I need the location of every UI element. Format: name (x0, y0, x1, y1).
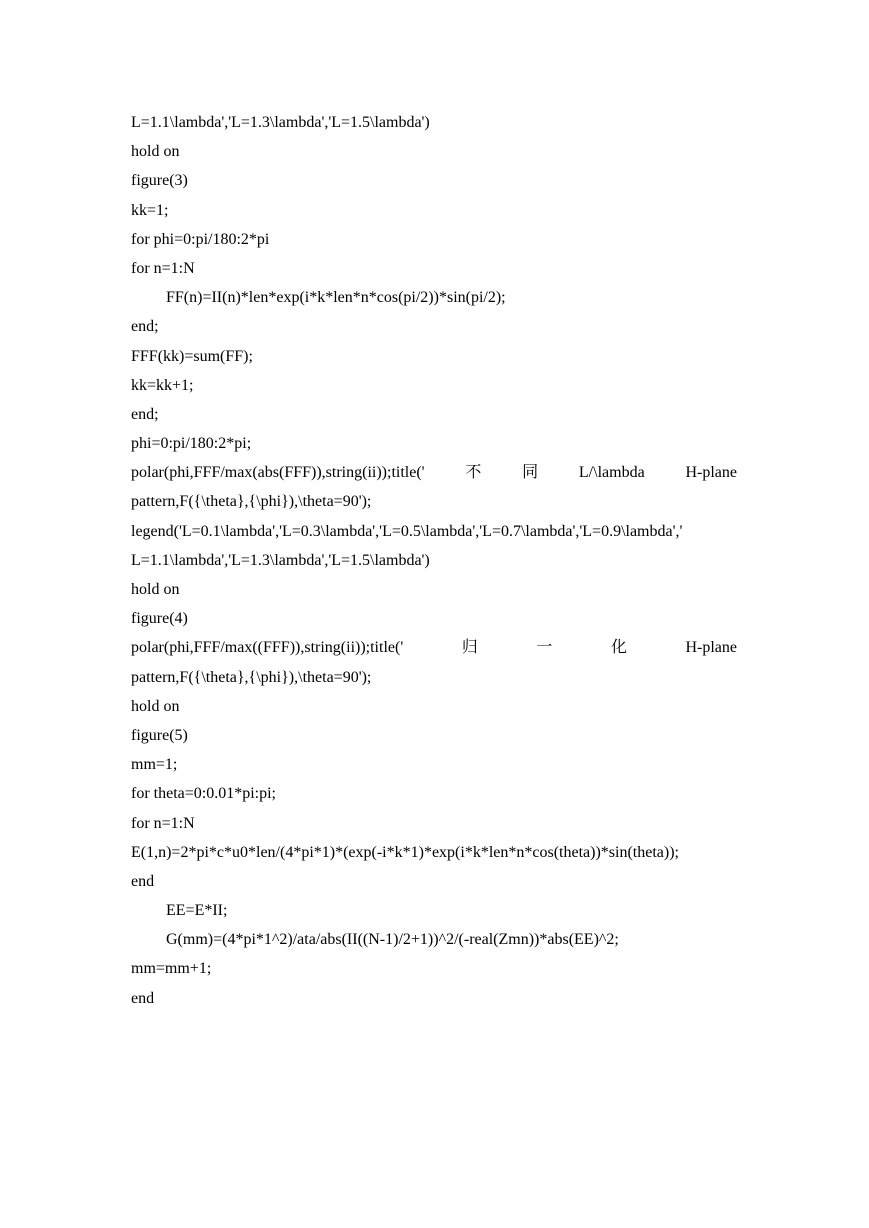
code-line: L=1.1\lambda','L=1.3\lambda','L=1.5\lambda') (131, 551, 430, 569)
code-line: FFF(kk)=sum(FF); (131, 347, 253, 365)
code-line: legend('L=0.1\lambda','L=0.3\lambda','L=0.5\lambda','L=0.7\lambda','L=0.9\lambda',' (131, 522, 683, 540)
code-line: phi=0:pi/180:2*pi; (131, 435, 252, 453)
code-line: end (131, 872, 155, 890)
code-line: FF(n)=II(n)*len*exp(i*k*len*n*cos(pi/2))*sin(pi/2); (166, 289, 506, 307)
code-line: G(mm)=(4*pi*1^2)/ata/abs(II((N-1)/2+1))^2/(-real(Zmn))*abs(EE)^2; (166, 931, 619, 949)
code-line: kk=kk+1; (131, 376, 194, 394)
code-line: pattern,F({\theta},{\phi}),\theta=90'); (131, 493, 372, 511)
code-block (131, 108, 737, 1013)
code-line: for phi=0:pi/180:2*pi (131, 230, 270, 248)
code-line: mm=mm+1; (131, 960, 212, 978)
code-line: E(1,n)=2*pi*c*u0*len/(4*pi*1)*(exp(-i*k*1)*exp(i*k*len*n*cos(theta))*sin(theta)); (131, 843, 679, 861)
code-line: for theta=0:0.01*pi:pi; (131, 785, 276, 803)
code-line: for n=1:N (131, 814, 195, 832)
code-line: end; (131, 405, 159, 423)
code-line: figure(5) (131, 726, 188, 744)
code-fragment: 同 (522, 464, 539, 482)
code-line: figure(3) (131, 172, 188, 190)
code-fragment: 不 (465, 464, 482, 482)
code-line: L=1.1\lambda','L=1.3\lambda','L=1.5\lambda') (131, 114, 430, 131)
code-line: kk=1; (131, 201, 169, 219)
code-line: figure(4) (131, 610, 188, 628)
code-fragment: polar(phi,FFF/max((FFF)),string(ii));title(' (131, 639, 404, 657)
code-line: pattern,F({\theta},{\phi}),\theta=90'); (131, 668, 372, 686)
code-line: hold on (131, 143, 180, 161)
code-fragment: polar(phi,FFF/max(abs(FFF)),string(ii));title(' (131, 464, 425, 482)
code-line: end; (131, 318, 159, 336)
code-line: mm=1; (131, 756, 178, 774)
code-line-justified (131, 458, 737, 487)
code-line-justified (131, 633, 737, 662)
code-fragment: H-plane (685, 639, 737, 657)
code-fragment: 化 (610, 639, 627, 657)
code-line: EE=E*II; (166, 902, 228, 920)
code-fragment: 归 (461, 639, 478, 657)
code-line: for n=1:N (131, 259, 195, 277)
code-line: hold on (131, 581, 180, 598)
code-fragment: L/\lambda (578, 464, 645, 482)
code-fragment: H-plane (685, 464, 737, 482)
code-line: end (131, 989, 155, 1007)
code-fragment: 一 (536, 639, 553, 657)
code-line: hold on (131, 697, 180, 715)
